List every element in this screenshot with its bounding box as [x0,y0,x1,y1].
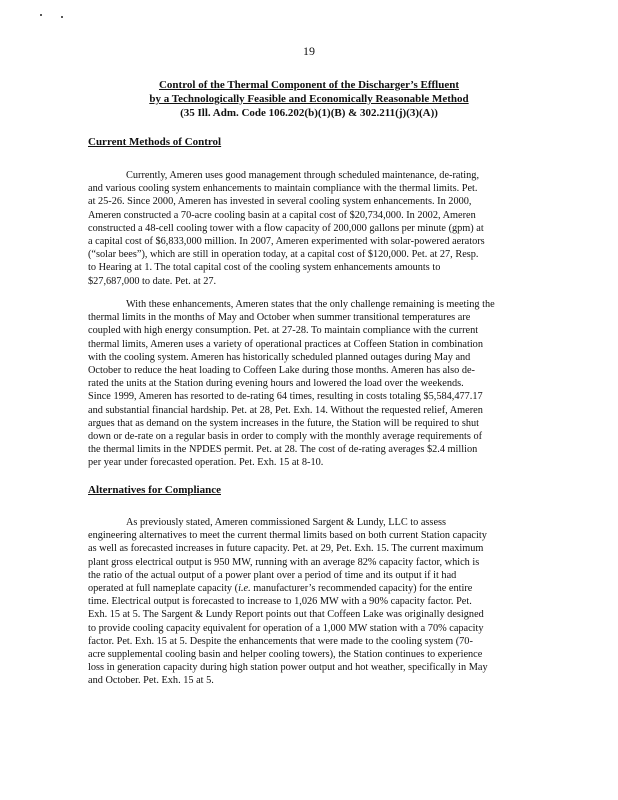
text-line: the thermal limits in the NPDES permit. Pet. at 28. The cost of de-rating averages $2.4 million [88,444,478,456]
text-line: and various cooling system enhancements to maintain compliance with the thermal limits. Pet. [88,183,478,195]
text-line: the ratio of the actual output of a power plant over a period of time and its output if it had [88,569,457,581]
text-line: engineering alternatives to meet the current thermal limits based on both current Station capacity [88,530,487,542]
text-line: constructed a 48-cell cooling tower with a flow capacity of 200,000 gallons per minute (gpm) at [88,222,484,234]
text-line: operated at full nameplate capacity (i.e. manufacturer’s recommended capacity) for the entire [88,583,473,595]
text-line: with the cooling system. Ameren has historically scheduled planned outages during May and [88,351,471,363]
text-line: to Hearing at 1. The total capital cost of the cooling system enhancements amounts to [88,262,441,274]
scan-speck [61,16,63,18]
text-line: coupled with high energy consumption. Pet. at 27-28. To maintain compliance with the current [88,325,479,337]
page-number: 19 [303,44,315,58]
text-line: a capital cost of $6,833,000 million. In 2007, Ameren experimented with solar-powered aerators [88,236,485,248]
text-line: Ameren constructed a 70-acre cooling basin at a capital cost of $20,734,000. In 2002, Ameren [88,209,476,221]
title-line-2: by a Technologically Feasible and Economically Reasonable Method [149,93,469,105]
heading-current-methods: Current Methods of Control [88,136,222,148]
text-line: With these enhancements, Ameren states that the only challenge remaining is meeting the [126,299,495,310]
text-line: per year under forecasted operation. Pet. Exh. 15 at 8-10. [88,457,324,469]
text-line: Currently, Ameren uses good management through scheduled maintenance, de-rating, [126,170,480,181]
paragraph [88,516,546,688]
text-line: acre supplemental cooling basin and helper cooling towers), the Station continues to experience [88,649,483,661]
text-line: rated the units at the Station during evening hours and lowered the load over the weekends. [88,378,464,390]
text-line: as well as forecasted increases in future capacity. Pet. at 29, Pet. Exh. 15. The current maximum [88,543,484,555]
heading-alternatives: Alternatives for Compliance [88,484,221,496]
text-line: at 25-26. Since 2000, Ameren has invested in several cooling system enhancements. In 2000, [88,196,472,208]
text-line: Exh. 15 at 5. The Sargent & Lundy Report points out that Coffeen Lake was originally designed [88,609,484,621]
text-line: and substantial financial hardship. Pet. at 28, Pet. Exh. 14. Without the requested relief, Ameren [88,404,483,416]
text-line: $27,687,000 to date. Pet. at 27. [88,275,217,287]
text-line: loss in generation capacity during high station power output and hot weather, specifically in May [88,662,488,674]
italic-abbrev: i.e. [238,583,251,595]
text-line: factor. Pet. Exh. 15 at 5. Despite the enhancements that were made to the cooling system (70- [88,635,473,647]
text-line: (“solar bees”), which are still in operation today, at a capital cost of $120,000. Pet. at 27, Resp. [88,249,479,261]
title-line-1: Control of the Thermal Component of the Discharger’s Effluent [158,79,460,91]
text-line: and October. Pet. Exh. 15 at 5. [88,675,214,687]
text-line: As previously stated, Ameren commissioned Sargent & Lundy, LLC to assess [126,517,447,528]
title-citation: (35 Ill. Adm. Code 106.202(b)(1)(B) & 302.211(j)(3)(A)) [180,107,438,119]
text-line: argues that as demand on the system increases in the future, the Station will be required to shut [88,417,479,429]
text-line: October to reduce the heat loading to Coffeen Lake during those months. Ameren has also de- [88,365,475,377]
scan-speck [40,14,42,16]
paragraph [88,169,546,288]
text-line: down or de-rate on a regular basis in order to comply with the monthly average requirements of [88,431,483,443]
text-line: plant gross electrical output is 950 MW, running with an average 82% capacity factor, which is [88,556,480,568]
text-line: thermal limits in the months of May and October when summer transitional temperatures are [88,312,471,324]
text-line: Since 1999, Ameren has resorted to de-rating 64 times, resulting in costs totaling $5,584,477.17 [88,391,483,403]
text-line: thermal limits, Ameren uses a variety of operational practices at Coffeen Station in combination [88,338,483,350]
text-line: to provide cooling capacity equivalent for operation of a 1,000 MW station with a 70% capacity [88,622,484,634]
section-title [60,78,558,120]
text-line: time. Electrical output is forecasted to increase to 1,026 MW with a 90% capacity factor. Pet. [88,596,472,608]
paragraph [88,298,546,470]
